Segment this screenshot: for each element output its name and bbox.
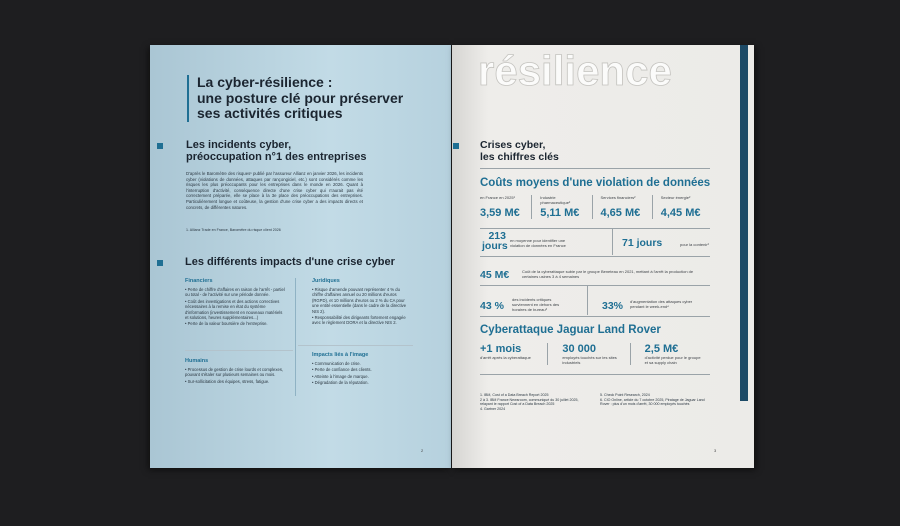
list-item: • Perte de confiance des clients. [312, 367, 412, 372]
divider [480, 285, 710, 286]
column-title: Impacts liés à l'image [312, 352, 369, 358]
contain-text: pour la contenir² [680, 242, 709, 247]
title-line: les chiffres clés [480, 151, 559, 163]
stat-unit: jours [482, 240, 508, 252]
days-text: en moyenne pour identifier une violation de données en France [510, 238, 566, 248]
stat-value: 43 % [480, 300, 504, 312]
footnote: 5. Check Point Research, 2024 [600, 393, 650, 397]
section-title-impacts: Les différents impacts d'une crise cyber [185, 256, 395, 268]
contain-stat: 71 jours [622, 237, 663, 249]
cost-value: 4,45 M€ [660, 207, 701, 219]
stat-value: 213 [488, 230, 506, 242]
list-item: • Perte de la valeur boursière de l'entreprise. [185, 321, 285, 326]
list-item: • Processus de gestion de crise lourds et complexes, pouvant s'étaler sur plusieurs semaines ou mois. [185, 367, 285, 378]
list-item: • Communication de crise. [312, 361, 412, 366]
watermark: résilience [478, 47, 672, 94]
cost-item [592, 195, 652, 219]
jlr-text: d'arrêt après la cyberattaque [480, 355, 531, 360]
list-item: • Perte de chiffre d'affaires en raison de l'arrêt - partiel ou total - de l'activité sur une période donnée. [185, 287, 285, 298]
beneteau-stat: 45 M€ [480, 269, 510, 281]
cost-item [652, 195, 712, 219]
divider [480, 256, 710, 257]
divider [480, 168, 710, 169]
footnote: 1. IBM, Cost of a Data Breach Report 2025 [480, 393, 549, 397]
divider [480, 228, 710, 229]
section-marker-icon [157, 143, 163, 149]
title-line: préoccupation n°1 des entreprises [186, 151, 367, 163]
stat-text: des incidents critiques surviennent en dehors des horaires de bureau³ [512, 297, 560, 312]
jlr-item [630, 343, 712, 365]
incidents-body: D'après le Baromètre des risques¹ publié par l'assureur Allianz en janvier 2026, les incidents cyber (violations de données, attaques par rançongiciel, etc.) sont considérés comme les risques les plus préoccupants pour les entreprises dans le monde en 2026. Quant à l'interruption d'activité, conséquence directe d'une crise cyber qui n'aurait pas été correctement préparée, elle se place à la 3e place des préoccupations des entreprises. Particulièrement longue et coûteuse, la gestion d'une crise cyber a des impacts directs et concrets, de différentes natures. [186, 171, 363, 210]
edge-bar [740, 45, 748, 401]
title-line: Les incidents cyber, [186, 139, 292, 151]
list-item: • Responsabilité des dirigeants fortement engagée avec le règlement DORA et la directive NIS 2. [312, 315, 412, 326]
cost-label: en France en 2025¹ [480, 195, 515, 200]
page-title [187, 75, 403, 122]
footnote: 1. Allianz Trade en France, Baromètre du risque client 2026 [186, 228, 281, 232]
jlr-text: d'activité perdue pour le groupe et sa supply chain [644, 355, 701, 365]
stat-value: 33% [602, 300, 624, 312]
section-marker-icon [157, 260, 163, 266]
cost-value: 4,65 M€ [600, 207, 641, 219]
section-marker-icon [453, 143, 459, 149]
right-page [452, 45, 754, 468]
section-title-incidents [186, 139, 366, 163]
divider [480, 316, 710, 317]
title-line: une posture clé pour préserver [197, 89, 404, 106]
footnote: 6. CIO Online, article du 7 octobre 2025, Piratage de Jaguar Land Rover : plus d'un mois d'arrêt, 30 000 employés touchés [600, 397, 705, 407]
jlr-title: Cyberattaque Jaguar Land Rover [480, 324, 661, 336]
footnote: 4. Gartner 2024 [480, 406, 506, 411]
divider [298, 345, 413, 346]
footnotes-right [600, 393, 712, 407]
impact-humains [185, 358, 285, 385]
column-title: Financiers [185, 278, 213, 284]
impact-image [312, 352, 412, 387]
jlr-item [480, 343, 547, 365]
divider [587, 286, 588, 315]
divider [295, 278, 296, 396]
impact-juridiques [312, 278, 412, 327]
cost-value: 3,59 M€ [480, 207, 520, 219]
jlr-text: employés touchés sur les sites industriels [562, 355, 617, 365]
jlr-value: +1 mois [480, 343, 522, 355]
cost-item [480, 195, 531, 219]
divider [185, 350, 293, 351]
title-line: ses activités critiques [197, 105, 343, 121]
page-number: 2 [421, 448, 424, 453]
list-item: • Coût des investigations et des actions correctives nécessaires à la remise en état du système d'information (investissement en nouveaux matériels et solutions, heures supplémentaires...) [185, 299, 285, 321]
costs-row [480, 195, 712, 219]
jlr-value: 2,5 M€ [644, 343, 679, 355]
column-title: Juridiques [312, 278, 340, 284]
costs-title: Coûts moyens d'une violation de données [480, 177, 711, 189]
beneteau-text: Coût de la cyberattaque subie par le groupe Beneteau en 2021, mettant à l'arrêt la production de certaines usines 3 à 4 semaines [522, 269, 694, 279]
days-stat [482, 231, 506, 251]
cost-value: 5,11 M€ [540, 207, 580, 219]
divider [612, 229, 613, 255]
jlr-item [547, 343, 629, 365]
footnotes-left [480, 393, 590, 411]
page-number: 3 [714, 448, 717, 453]
list-item: • Sur-sollicitation des équipes, stress, fatigue. [185, 379, 285, 384]
section-title-chiffres [480, 139, 559, 163]
column-title: Humains [185, 358, 209, 364]
cost-label: Industrie pharmaceutique² [540, 195, 571, 205]
title-line: Crises cyber, [480, 139, 546, 151]
list-item: • Atteinte à l'image de marque. [312, 374, 412, 379]
footnote: 2 à 3. IBM France Newsroom, communiqué du 30 juillet 2025, relayant le rapport Cost of a Data Breach 2025 [480, 397, 579, 407]
title-line: La cyber-résilience : [197, 74, 333, 90]
cost-label: Secteur énergie² [660, 195, 691, 200]
cost-item [531, 195, 591, 219]
list-item: • Risque d'amende pouvant représenter 4 % du chiffre d'affaires annuel ou 20 millions d'euros (RGPD), et 10 millions d'euros ou 2 % du CA pour une entité essentielle (dans le cadre de la directive NIS 2). [312, 287, 412, 314]
impact-financiers [185, 278, 285, 328]
jlr-value: 30 000 [562, 343, 596, 355]
stat-text: d'augmentation des attaques cyber pendant le week-end⁴ [630, 299, 693, 309]
divider [480, 374, 710, 375]
list-item: • Dégradation de la réputation. [312, 380, 412, 385]
left-page [150, 45, 451, 468]
cost-label: Services financiers² [600, 195, 636, 200]
jlr-row [480, 343, 712, 365]
